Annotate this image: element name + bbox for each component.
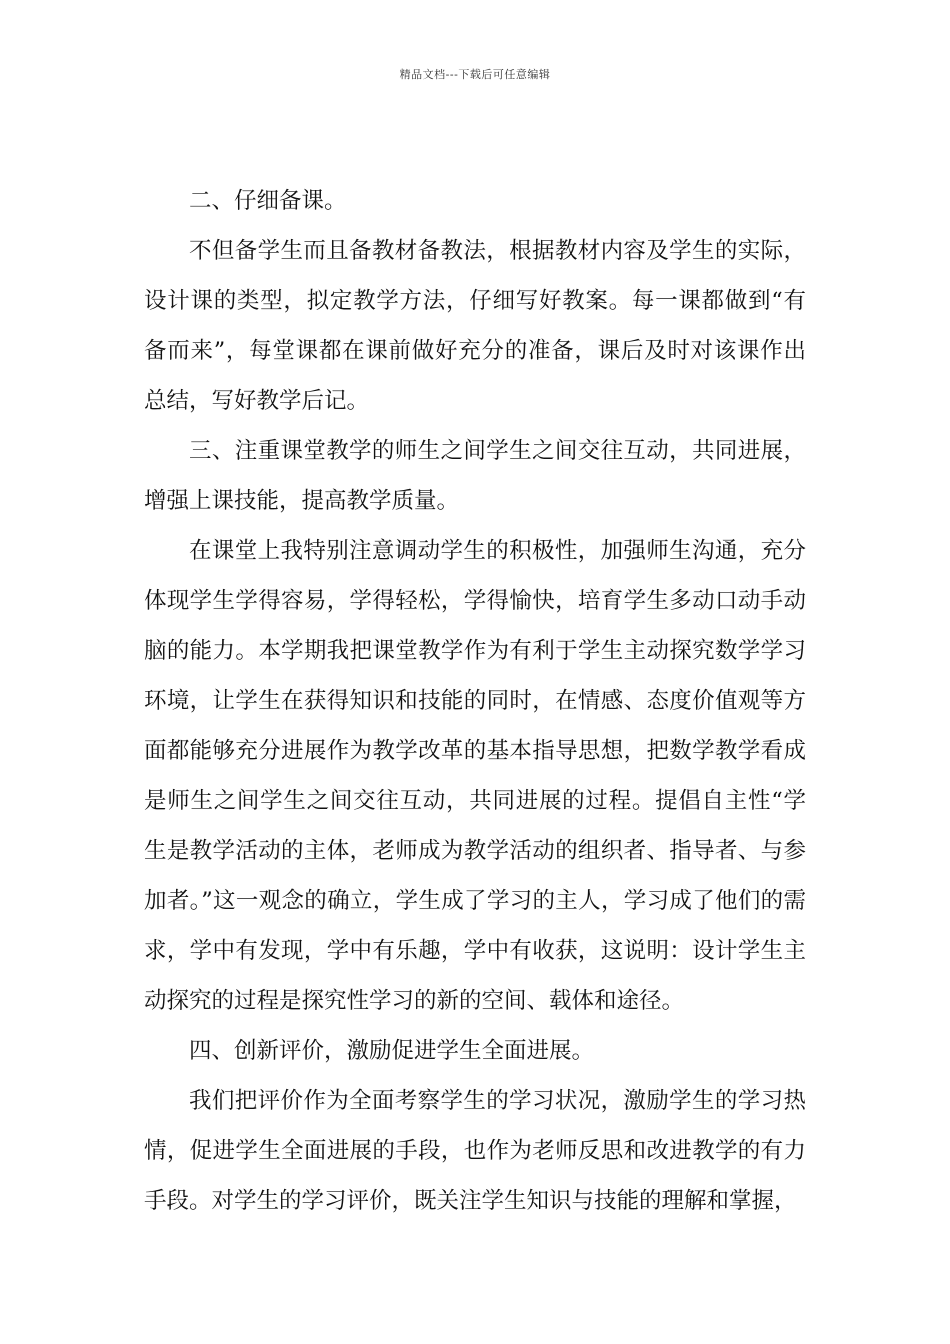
page-header: 精品文档---下载后可任意编辑 bbox=[399, 68, 551, 81]
section-heading-3: 三、注重课堂教学的师生之间学生之间交往互动，共同进展，增强上课技能，提高教学质量。 bbox=[144, 438, 806, 514]
paragraph-classroom: 在课堂上我特别注意调动学生的积极性，加强师生沟通，充分体现学生学得容易，学得轻松，学得愉快，培育学生多动口动手动脑的能力。本学期我把课堂教学作为有利于学生主动探究数学学习环境，让学生在获得知识和技能的同时，在情感、态度价值观等方面都能够充分进展作为教学改革的基本指导思想，把数学教学看成是师生之间学生之间交往互动，共同进展的过程。提倡自主性“学生是教学活动的主体，老师成为教学活动的组织者、指导者、与参加者。”这一观念的确立，学生成了学习的主人，学习成了他们的需求，学中有发现，学中有乐趣，学中有收获，这说明：设计学生主动探究的过程是探究性学习的新的空间、载体和途径。 bbox=[144, 538, 806, 1014]
paragraph-evaluation: 我们把评价作为全面考察学生的学习状况，激励学生的学习热情，促进学生全面进展的手段，也作为老师反思和改进教学的有力手段。对学生的学习评价，既关注学生知识与技能的理解和掌握， bbox=[144, 1088, 806, 1214]
paragraph-preparation: 不但备学生而且备教材备教法，根据教材内容及学生的实际，设计课的类型，拟定教学方法，仔细写好教案。每一课都做到“有备而来”，每堂课都在课前做好充分的准备，课后及时对该课作出总结，写好教学后记。 bbox=[144, 238, 806, 414]
section-heading-4: 四、创新评价，激励促进学生全面进展。 bbox=[189, 1038, 595, 1064]
document-body bbox=[144, 176, 806, 1226]
section-heading-2: 二、仔细备课。 bbox=[189, 188, 347, 214]
